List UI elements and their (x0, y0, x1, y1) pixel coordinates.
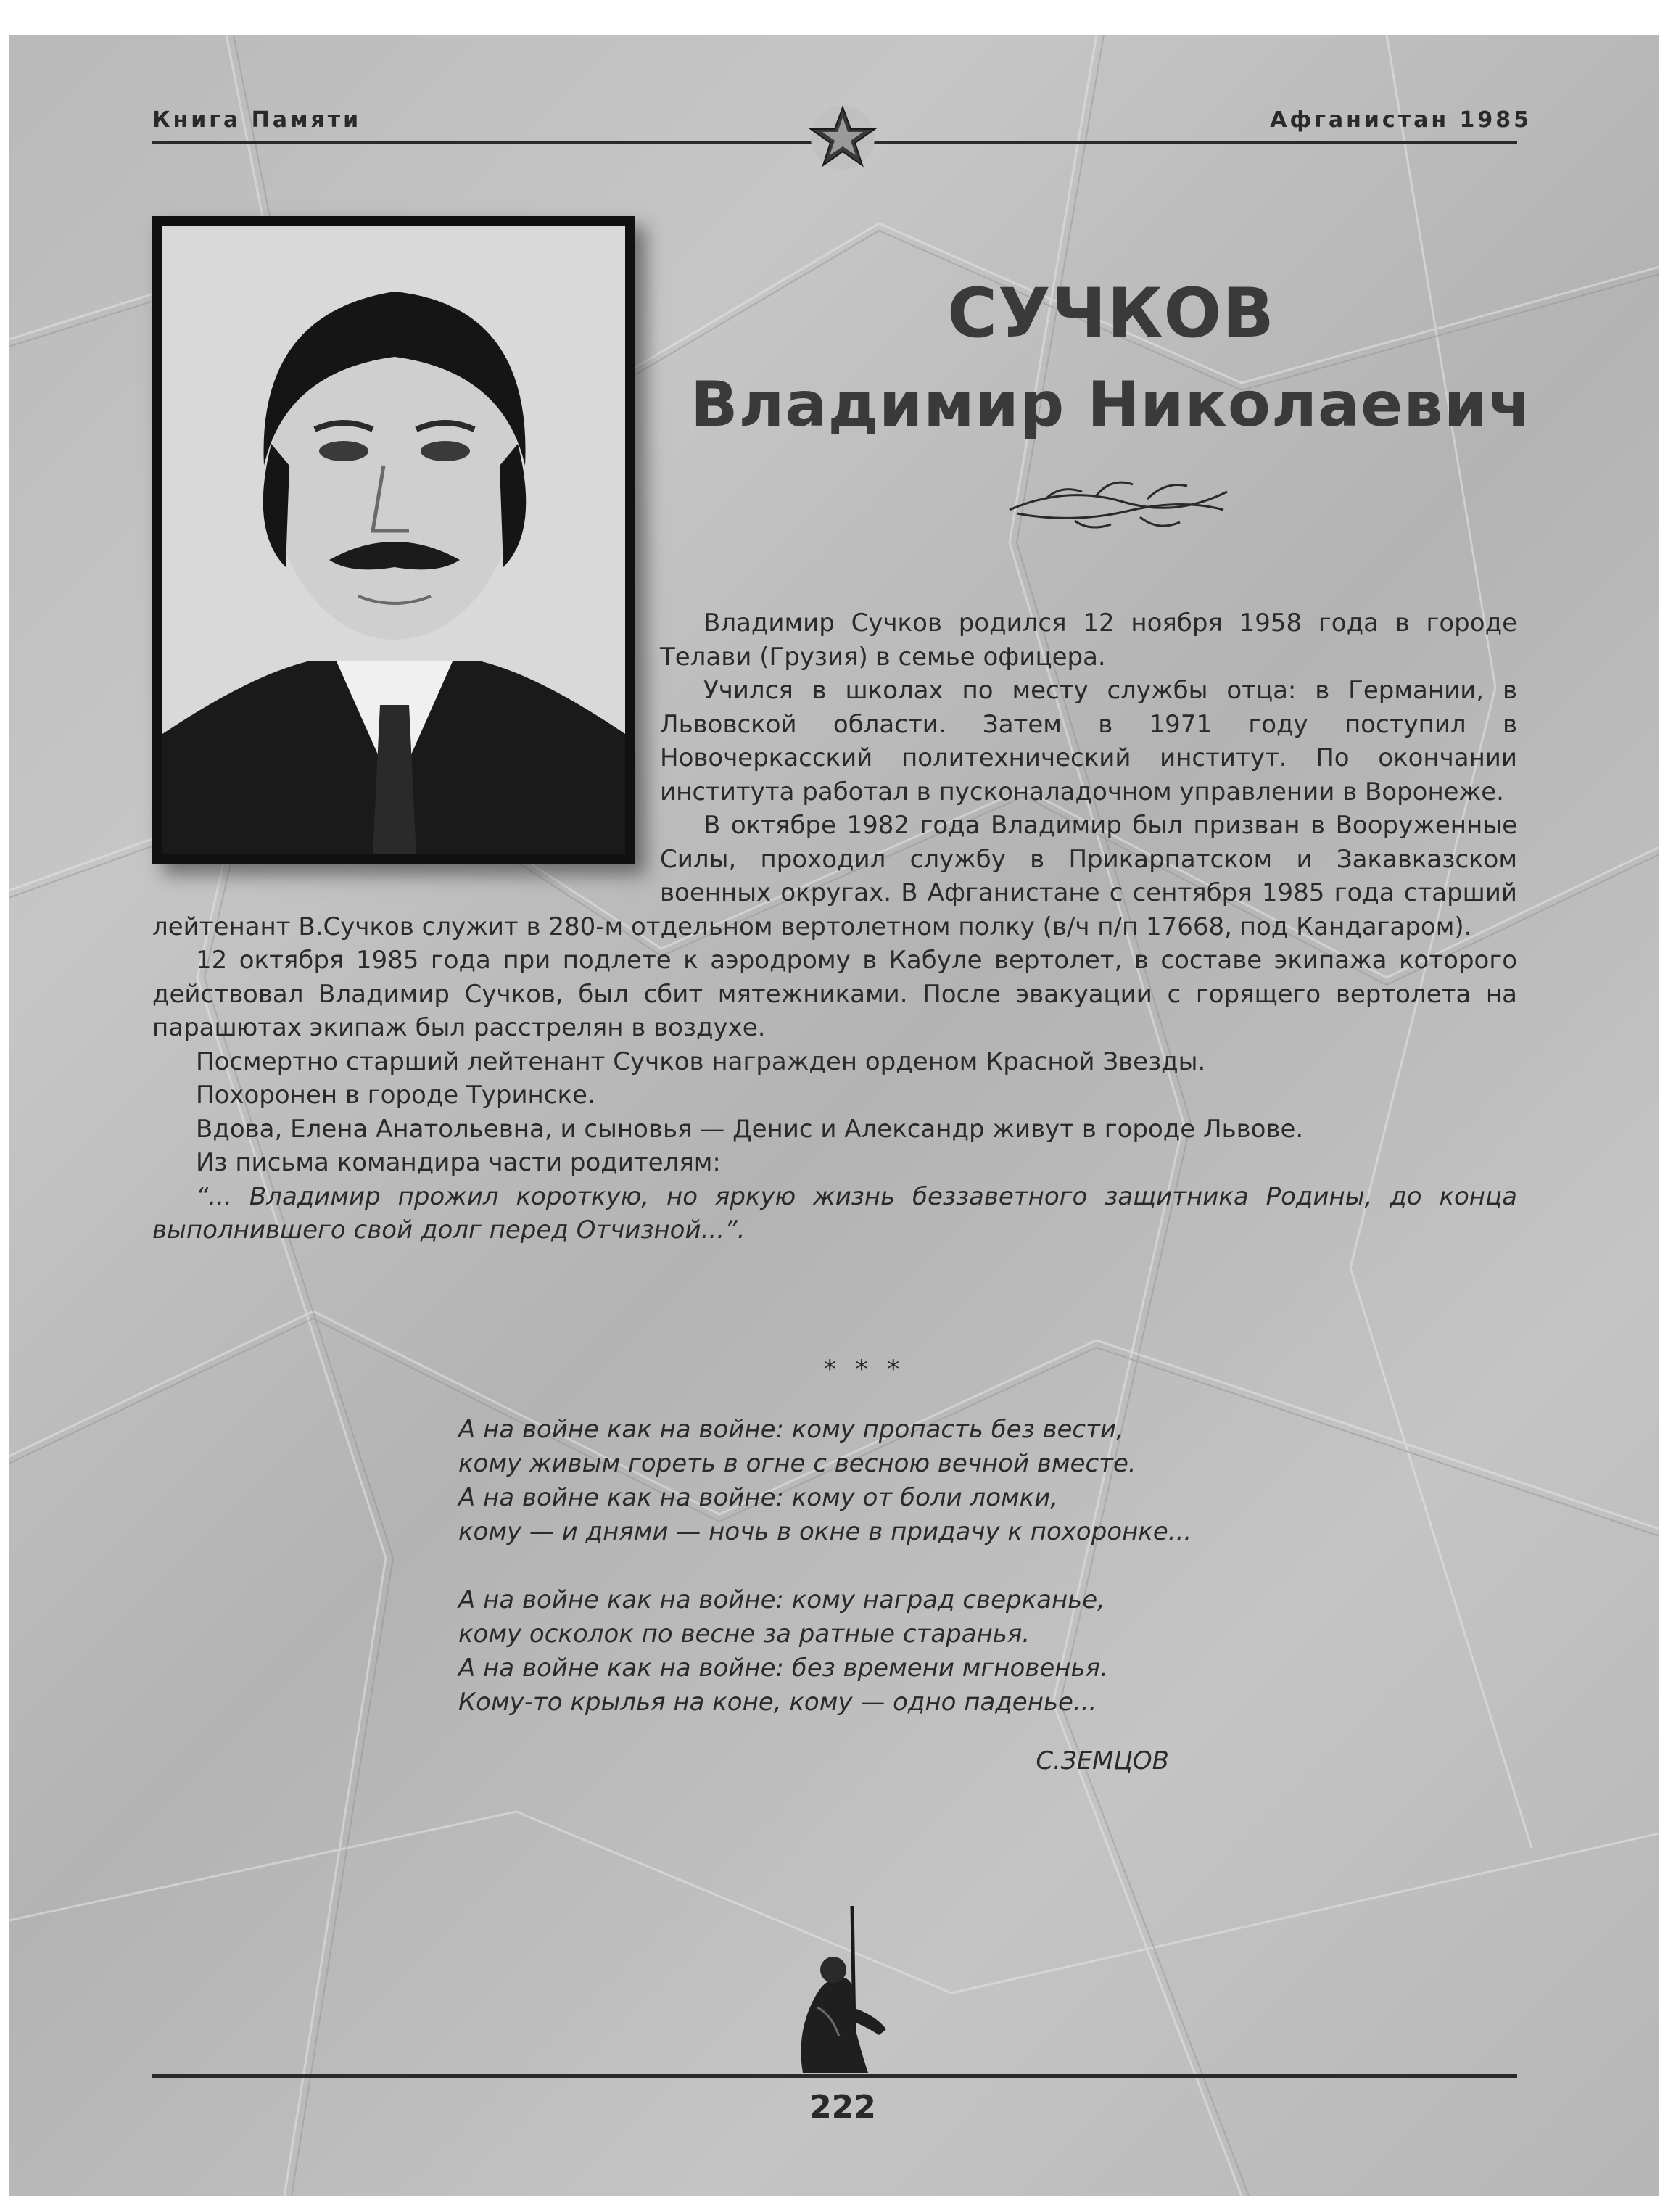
bio-paragraph: Учился в школах по месту службы отца: в Германии, в Львовской области. Затем в 1971 году поступил в Новочеркасский политехнический институт. По окончании института работал в пусконаладочном управлении в Воронеже. (660, 676, 1517, 806)
bio-paragraph: Посмертно старший лейтенант Сучков награжден орденом Красной Звезды. (196, 1047, 1206, 1076)
commander-quote: “... Владимир прожил короткую, но яркую жизнь беззаветного защитника Родины, до конца выполнившего свой долг перед Отчизной...”. (152, 1181, 1517, 1245)
poem (458, 1413, 1192, 1754)
poem-line: кому живым гореть в огне с весною вечной вместе. (458, 1449, 1136, 1478)
given-names-heading: Владимир Николаевич (690, 368, 1532, 441)
poem-line: А на войне как на войне: кому от боли ломки, (458, 1483, 1059, 1512)
biography-text (152, 606, 1517, 1247)
running-header-left: Книга Памяти (152, 107, 362, 133)
page-number: 222 (809, 2089, 876, 2126)
page-sheet (9, 35, 1659, 2196)
laurel-ornament-icon (1002, 470, 1234, 535)
poem-line: А на войне как на войне: без времени мгновенья. (458, 1654, 1108, 1683)
star-icon (799, 102, 886, 174)
surname-heading: СУЧКОВ (947, 274, 1275, 353)
bio-paragraph: Владимир Сучков родился 12 ноября 1958 года в городе Телави (Грузия) в семье офицера. (660, 608, 1517, 672)
poem-line: кому — и днями — ночь в окне в придачу к похоронке... (458, 1517, 1192, 1546)
bio-paragraph: Из письма командира части родителям: (196, 1148, 721, 1177)
poem-stanza-1 (458, 1413, 1192, 1549)
bio-paragraph: В октябре 1982 года Владимир был призван в Вооруженные Силы, проходил службу в Прикарпатском и Закавказском военных округах. В Афганистане с сентября 1985 года старший лейтенант В.Сучков служит в 280-м отдельном вертолетном полку (в/ч п/п 17668, под Кандагаром). (152, 811, 1517, 941)
footer-rule (152, 2074, 1517, 2078)
running-header-right: Афганистан 1985 (1270, 107, 1532, 133)
bio-paragraph: Похоронен в городе Туринске. (196, 1081, 595, 1110)
poem-line: Кому-то крылья на коне, кому — одно паденье... (458, 1688, 1097, 1717)
poem-stanza-2 (458, 1583, 1192, 1720)
section-separator: * * * (823, 1355, 906, 1384)
memorial-soldier-icon (788, 1906, 897, 2080)
bio-paragraph: 12 октября 1985 года при подлете к аэродрому в Кабуле вертолет, в составе экипажа которого действовал Владимир Сучков, был сбит мятежниками. После эвакуации с горящего вертолета на парашютах экипаж был расстрелян в воздухе. (152, 946, 1517, 1042)
poem-line: А на войне как на войне: кому наград сверканье, (458, 1585, 1105, 1614)
poem-line: А на войне как на войне: кому пропасть без вести, (458, 1415, 1124, 1444)
poem-line: кому осколок по весне за ратные старанья. (458, 1619, 1031, 1648)
poem-author: С.ЗЕМЦОВ (1036, 1746, 1169, 1775)
bio-paragraph: Вдова, Елена Анатольевна, и сыновья — Денис и Александр живут в городе Львове. (196, 1114, 1304, 1144)
